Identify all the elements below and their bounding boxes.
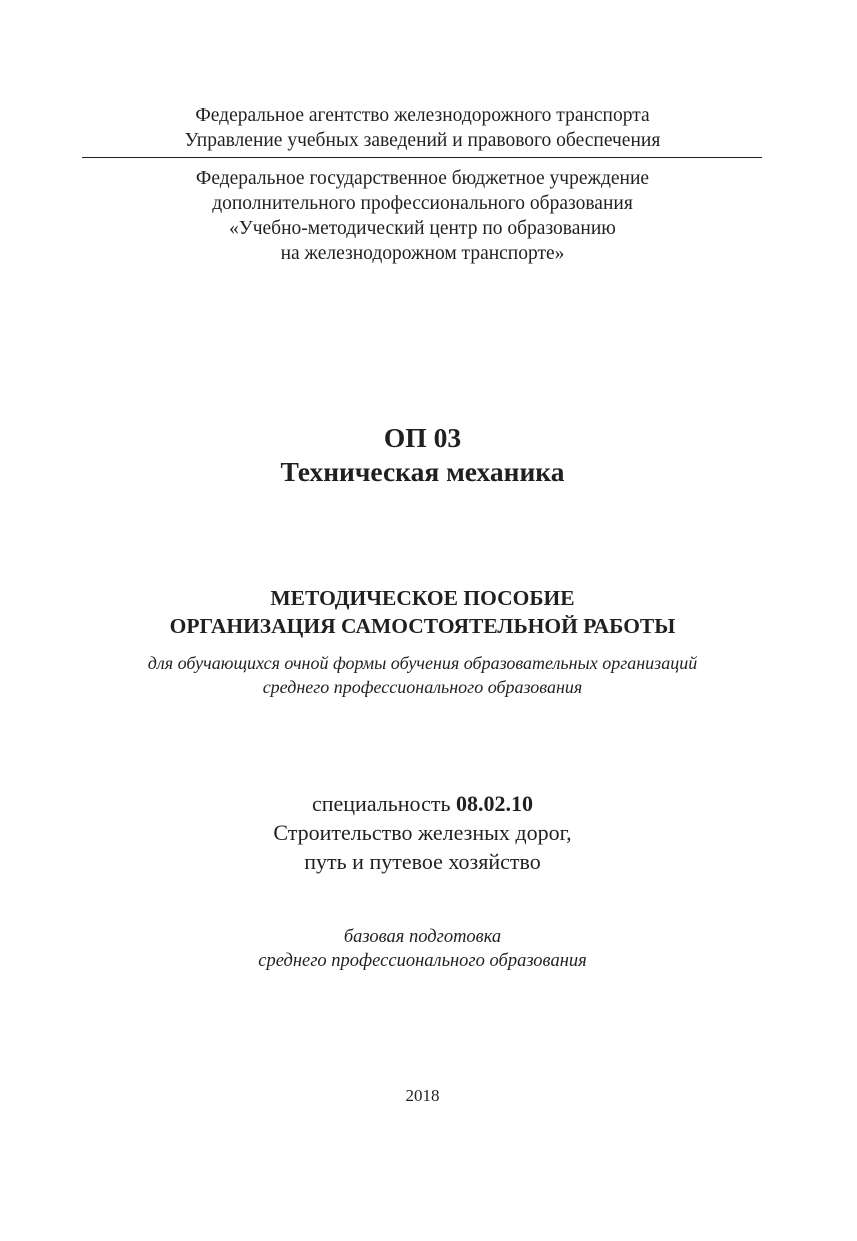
document-type-line: ОРГАНИЗАЦИЯ САМОСТОЯТЕЛЬНОЙ РАБОТЫ [169,614,676,638]
institution-line: Федеральное государственное бюджетное учреждение [195,168,650,189]
training-level [0,925,845,973]
course-name: Техническая механика [280,456,565,487]
publication-year: 2018 [405,1086,440,1105]
course-code: ОП 03 [383,422,462,453]
training-level-line: среднего профессионального образования [258,951,587,971]
institution-line: на железнодорожном транспорте» [280,243,565,264]
institution-line: «Учебно-методический центр по образованию [229,218,616,239]
specialty-name-line: Строительство железных дорог, [273,820,572,845]
training-level-line: базовая подготовка [343,927,502,947]
specialty-code: 08.02.10 [456,791,534,816]
department-name: Управление учебных заведений и правового обеспечения [184,130,661,151]
course-title [0,421,845,489]
specialty-name-line: путь и путевое хозяйство [304,849,541,874]
audience-note [0,651,845,699]
institution-line: дополнительного профессионального образования [212,193,633,214]
audience-line: для обучающихся очной формы обучения образовательных организаций [147,653,698,673]
agency-name: Федеральное агентство железнодорожного транспорта [195,105,650,126]
institution-block [0,166,845,266]
header-block [0,103,845,153]
specialty-block [0,789,845,876]
specialty-heading [0,789,845,818]
header-divider [82,157,762,158]
document-type-line: МЕТОДИЧЕСКОЕ ПОСОБИЕ [270,586,575,610]
specialty-label: специальность [311,791,451,816]
audience-line: среднего профессионального образования [262,677,583,697]
document-type [0,584,845,640]
